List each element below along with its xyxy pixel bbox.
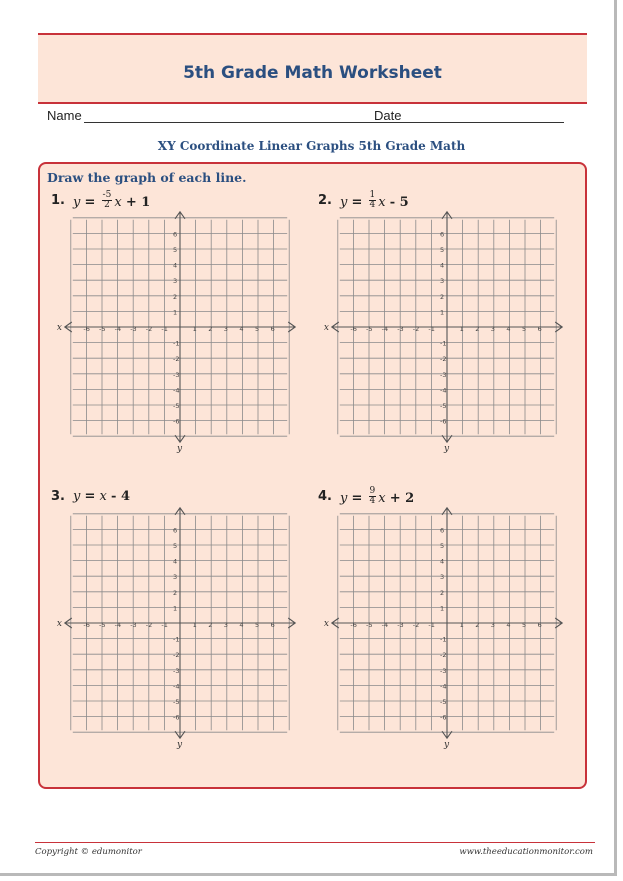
fraction-numerator: 9 [369,486,376,496]
y-tick-label: -3 [440,370,447,379]
equation-fraction [369,191,377,210]
fraction-numerator: -5 [102,190,112,200]
equation [73,190,151,215]
x-tick-label: -3 [397,621,404,629]
problem-number: 3. [51,489,65,504]
header-band [38,33,587,104]
fraction-denominator: 4 [369,200,376,210]
fraction-numerator: 1 [369,190,376,200]
equation-x: x [378,491,386,506]
y-tick-label: -1 [440,339,447,348]
x-tick-label: -4 [114,621,122,629]
y-tick-label: -4 [440,386,447,395]
x-tick-label: -6 [350,325,357,333]
x-tick-label: -6 [350,621,357,629]
x-tick-label: 6 [270,621,275,629]
y-tick-label: -5 [173,402,180,410]
equation-rest: + 1 [125,195,151,210]
y-tick-label: 3 [440,573,445,582]
page-title: 5th Grade Math Worksheet [183,63,442,83]
x-tick-label: -6 [83,325,90,333]
x-tick-label: -2 [412,621,420,629]
y-tick-label: 6 [440,526,445,535]
x-tick-label: 5 [522,325,527,333]
y-tick-label: -5 [173,698,180,706]
x-tick-label: -5 [99,621,106,629]
x-tick-label: 2 [475,621,480,629]
problem-number: 4. [318,489,332,504]
equation-lhs: y [340,491,348,506]
y-tick-label: 4 [173,261,178,270]
y-tick-label: 1 [173,604,178,613]
x-tick-label: -5 [366,621,373,629]
equation-x: x [99,489,107,504]
y-tick-label: 2 [440,292,445,301]
footer-divider [35,842,595,843]
x-tick-label: 4 [506,325,511,333]
x-tick-label: 3 [490,325,495,333]
x-tick-label: -5 [99,325,106,333]
equation-lhs: y [73,195,81,210]
x-tick-label: 3 [490,621,495,629]
y-tick-label: 2 [173,588,178,597]
y-tick-label: -2 [173,355,180,364]
y-tick-label: -4 [173,386,180,395]
problem-number: 2. [318,193,332,208]
y-tick-label: -3 [173,370,180,379]
equation-equals: = [84,489,96,504]
y-tick-label: -3 [173,666,180,675]
footer-copyright: Copyright © edumonitor [35,847,142,857]
y-tick-label: -6 [440,713,447,722]
x-tick-label: -2 [145,325,153,333]
y-tick-label: -6 [173,417,180,426]
x-axis-label: x [56,323,62,333]
y-tick-label: 3 [173,277,178,286]
y-tick-label: -5 [440,402,447,410]
x-tick-label: -3 [130,621,137,629]
x-tick-label: -4 [114,325,122,333]
x-tick-label: 2 [475,325,480,333]
x-tick-label: 3 [223,621,228,629]
coordinate-grid-2[interactable] [323,213,567,455]
y-tick-label: 4 [173,557,178,566]
equation-rest: + 2 [389,491,415,506]
x-tick-label: 4 [506,621,511,629]
x-axis-label: x [56,619,62,629]
y-axis-label: y [177,444,183,455]
equation-x: x [378,195,386,210]
x-tick-label: 1 [459,621,464,629]
coordinate-grid-1[interactable] [56,213,300,455]
x-tick-label: 6 [270,325,275,333]
x-tick-label: 1 [459,325,464,333]
coordinate-grid-3[interactable] [56,509,300,751]
x-tick-label: 5 [255,621,260,629]
x-tick-label: 3 [223,325,228,333]
y-tick-label: 5 [440,542,445,550]
x-tick-label: -5 [366,325,373,333]
x-tick-label: -1 [161,325,168,333]
x-tick-label: -2 [145,621,153,629]
y-tick-label: 4 [440,261,445,270]
equation-equals: = [84,195,96,210]
date-label: Date [374,108,402,123]
name-label: Name [47,108,82,123]
x-axis-label: x [323,323,329,333]
x-tick-label: -2 [412,325,420,333]
equation-fraction [102,191,113,210]
x-tick-label: 1 [192,325,197,333]
y-tick-label: -6 [440,417,447,426]
y-tick-label: -2 [173,651,180,660]
y-tick-label: 5 [440,246,445,254]
x-tick-label: 4 [239,325,244,333]
x-tick-label: 5 [522,621,527,629]
y-tick-label: 5 [173,246,178,254]
y-tick-label: 1 [440,604,445,613]
date-field[interactable] [404,122,564,123]
problem-number: 1. [51,193,65,208]
equation [340,190,409,215]
equation-rest: - 4 [111,489,130,504]
worksheet-subtitle: XY Coordinate Linear Graphs 5th Grade Math [157,139,466,153]
y-tick-label: 5 [173,542,178,550]
y-axis-label: y [444,444,450,455]
instruction-text: Draw the graph of each line. [47,170,247,185]
footer-website[interactable]: www.theeducationmonitor.com [459,847,593,857]
x-tick-label: -1 [428,621,435,629]
y-tick-label: -6 [173,713,180,722]
x-tick-label: 6 [537,621,542,629]
y-tick-label: 3 [173,573,178,582]
y-axis-label: y [177,740,183,751]
y-tick-label: 3 [440,277,445,286]
x-tick-label: -1 [161,621,168,629]
y-tick-label: 2 [173,292,178,301]
equation-fraction [369,487,377,506]
coordinate-grid-4[interactable] [323,509,567,751]
x-tick-label: 4 [239,621,244,629]
name-date-row [47,106,567,124]
y-tick-label: -5 [440,698,447,706]
y-tick-label: -4 [173,682,180,691]
fraction-denominator: 2 [104,200,110,210]
x-tick-label: -3 [130,325,137,333]
y-axis-label: y [444,740,450,751]
x-tick-label: 6 [537,325,542,333]
y-tick-label: 4 [440,557,445,566]
x-tick-label: -1 [428,325,435,333]
y-tick-label: -2 [440,651,447,660]
y-tick-label: -1 [173,635,180,644]
y-tick-label: -3 [440,666,447,675]
fraction-denominator: 4 [369,496,376,506]
equation-equals: = [351,491,363,506]
x-tick-label: 2 [208,621,213,629]
y-tick-label: 6 [440,230,445,239]
y-tick-label: 2 [440,588,445,597]
y-tick-label: -4 [440,682,447,691]
equation-rest: - 5 [389,195,409,210]
equation [340,486,415,511]
x-tick-label: -4 [381,621,389,629]
y-tick-label: 1 [440,308,445,317]
y-tick-label: -2 [440,355,447,364]
y-tick-label: -1 [440,635,447,644]
equation-lhs: y [73,489,81,504]
equation [73,489,130,511]
y-tick-label: 6 [173,526,178,535]
x-tick-label: -3 [397,325,404,333]
x-tick-label: 2 [208,325,213,333]
equation-equals: = [351,195,363,210]
x-axis-label: x [323,619,329,629]
y-tick-label: 6 [173,230,178,239]
equation-x: x [114,195,122,210]
equation-lhs: y [340,195,348,210]
x-tick-label: -6 [83,621,90,629]
y-tick-label: 1 [173,308,178,317]
y-tick-label: -1 [173,339,180,348]
x-tick-label: 5 [255,325,260,333]
x-tick-label: 1 [192,621,197,629]
name-field[interactable] [84,122,414,123]
x-tick-label: -4 [381,325,389,333]
